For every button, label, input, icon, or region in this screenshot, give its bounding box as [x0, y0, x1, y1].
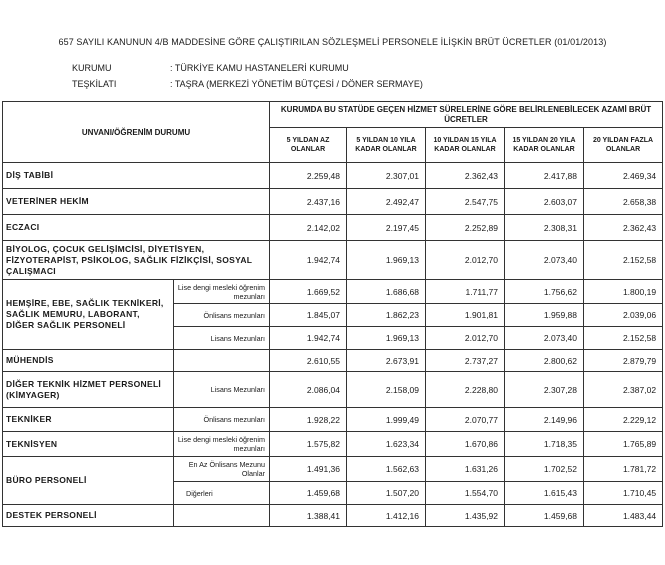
- value-cell: 1.483,44: [584, 505, 663, 527]
- institution-label: KURUMU: [72, 63, 112, 73]
- value-cell: 1.942,74: [270, 241, 347, 280]
- value-cell: 2.158,09: [347, 372, 426, 408]
- column-header: 5 YILDAN AZ OLANLAR: [270, 128, 347, 163]
- education-cell: Lisans Mezunları: [174, 327, 270, 350]
- page-title: 657 SAYILI KANUNUN 4/B MADDESİNE GÖRE ÇALIŞTIRILAN SÖZLEŞMELİ PERSONELE İLİŞKİN BRÜT ÜCRETLER (01/01/2013): [58, 37, 607, 47]
- value-cell: 2.012,70: [426, 327, 505, 350]
- table-row: [3, 432, 663, 457]
- value-cell: 2.086,04: [270, 372, 347, 408]
- value-cell: 1.507,20: [347, 482, 426, 505]
- title-cell: TEKNİKER: [3, 408, 174, 432]
- title-cell: HEMŞİRE, EBE, SAĞLIK TEKNİKERİ, SAĞLIK MEMURU, LABORANT, DİĞER SAĞLIK PERSONELİ: [3, 280, 174, 350]
- value-cell: 2.387,02: [584, 372, 663, 408]
- title-cell: BİYOLOG, ÇOCUK GELİŞİMCİSİ, DİYETİSYEN, FİZYOTERAPİST, PSİKOLOG, SAĞLIK FİZİKÇİSİ, SOSYAL ÇALIŞMACI: [3, 241, 270, 280]
- value-cell: 1.711,77: [426, 280, 505, 304]
- organization-line: [72, 79, 423, 89]
- value-cell: 1.669,52: [270, 280, 347, 304]
- value-cell: 2.228,80: [426, 372, 505, 408]
- value-cell: 1.710,45: [584, 482, 663, 505]
- value-cell: 1.999,49: [347, 408, 426, 432]
- education-cell: [174, 350, 270, 372]
- institution-value: : TÜRKİYE KAMU HASTANELERİ KURUMU: [170, 63, 349, 73]
- table-row: [3, 241, 663, 280]
- value-cell: 2.658,38: [584, 189, 663, 215]
- group-header: KURUMDA BU STATÜDE GEÇEN HİZMET SÜRELERİNE GÖRE BELİRLENEBİLECEK AZAMİ BRÜT ÜCRETLER: [270, 102, 663, 128]
- value-cell: 1.756,62: [505, 280, 584, 304]
- value-cell: 2.142,02: [270, 215, 347, 241]
- value-cell: 2.362,43: [584, 215, 663, 241]
- education-cell: Önlisans mezunları: [174, 408, 270, 432]
- value-cell: 1.459,68: [505, 505, 584, 527]
- value-cell: 1.670,86: [426, 432, 505, 457]
- education-cell: Diğerleri: [174, 482, 270, 505]
- value-cell: 1.491,36: [270, 457, 347, 482]
- table-row: [3, 408, 663, 432]
- organization-label: TEŞKİLATI: [72, 79, 117, 89]
- value-cell: 1.969,13: [347, 241, 426, 280]
- table-row: [3, 505, 663, 527]
- value-cell: 1.781,72: [584, 457, 663, 482]
- value-cell: 2.039,06: [584, 304, 663, 327]
- value-cell: 1.718,35: [505, 432, 584, 457]
- value-cell: 1.862,23: [347, 304, 426, 327]
- education-cell: Önlisans mezunları: [174, 304, 270, 327]
- title-cell: BÜRO PERSONELİ: [3, 457, 174, 505]
- value-cell: 2.152,58: [584, 327, 663, 350]
- value-cell: 1.942,74: [270, 327, 347, 350]
- title-cell: TEKNİSYEN: [3, 432, 174, 457]
- value-cell: 2.437,16: [270, 189, 347, 215]
- value-cell: 2.492,47: [347, 189, 426, 215]
- value-cell: 1.615,43: [505, 482, 584, 505]
- column-header: 5 YILDAN 10 YILA KADAR OLANLAR: [347, 128, 426, 163]
- value-cell: 1.631,26: [426, 457, 505, 482]
- title-cell: MÜHENDİS: [3, 350, 174, 372]
- value-cell: 2.229,12: [584, 408, 663, 432]
- value-cell: 1.575,82: [270, 432, 347, 457]
- value-cell: 2.197,45: [347, 215, 426, 241]
- value-cell: 1.459,68: [270, 482, 347, 505]
- education-cell: Lise dengi mesleki öğrenim mezunları: [174, 280, 270, 304]
- value-cell: 1.388,41: [270, 505, 347, 527]
- value-cell: 2.308,31: [505, 215, 584, 241]
- value-cell: 1.969,13: [347, 327, 426, 350]
- value-cell: 1.959,88: [505, 304, 584, 327]
- table-row: [3, 457, 663, 482]
- column-header: 10 YILDAN 15 YILA KADAR OLANLAR: [426, 128, 505, 163]
- value-cell: 1.412,16: [347, 505, 426, 527]
- title-cell: VETERİNER HEKİM: [3, 189, 270, 215]
- table-row: [3, 163, 663, 189]
- header-row-1: [3, 102, 663, 128]
- title-column-header: UNVANI/ÖĞRENİM DURUMU: [3, 102, 270, 163]
- value-cell: 2.417,88: [505, 163, 584, 189]
- column-header: 20 YILDAN FAZLA OLANLAR: [584, 128, 663, 163]
- value-cell: 2.800,62: [505, 350, 584, 372]
- value-cell: 2.073,40: [505, 241, 584, 280]
- value-cell: 1.845,07: [270, 304, 347, 327]
- value-cell: 1.800,19: [584, 280, 663, 304]
- organization-value: : TAŞRA (MERKEZİ YÖNETİM BÜTÇESİ / DÖNER SERMAYE): [170, 79, 423, 89]
- value-cell: 1.928,22: [270, 408, 347, 432]
- value-cell: 2.152,58: [584, 241, 663, 280]
- value-cell: 2.547,75: [426, 189, 505, 215]
- value-cell: 1.435,92: [426, 505, 505, 527]
- value-cell: 2.070,77: [426, 408, 505, 432]
- value-cell: 2.603,07: [505, 189, 584, 215]
- table-row: [3, 372, 663, 408]
- education-cell: Lisans Mezunları: [174, 372, 270, 408]
- value-cell: 1.686,68: [347, 280, 426, 304]
- value-cell: 2.362,43: [426, 163, 505, 189]
- title-cell: DESTEK PERSONELİ: [3, 505, 174, 527]
- title-cell: DİŞ TABİBİ: [3, 163, 270, 189]
- value-cell: 2.610,55: [270, 350, 347, 372]
- value-cell: 2.012,70: [426, 241, 505, 280]
- salary-table: [2, 101, 663, 527]
- value-cell: 2.737,27: [426, 350, 505, 372]
- value-cell: 1.554,70: [426, 482, 505, 505]
- value-cell: 1.562,63: [347, 457, 426, 482]
- value-cell: 2.259,48: [270, 163, 347, 189]
- table-row: [3, 215, 663, 241]
- value-cell: 2.307,28: [505, 372, 584, 408]
- column-header: 15 YILDAN 20 YILA KADAR OLANLAR: [505, 128, 584, 163]
- value-cell: 2.879,79: [584, 350, 663, 372]
- title-cell: DİĞER TEKNİK HİZMET PERSONELİ (KİMYAGER): [3, 372, 174, 408]
- title-cell: ECZACI: [3, 215, 270, 241]
- institution-line: [72, 63, 349, 73]
- value-cell: 1.623,34: [347, 432, 426, 457]
- table-row: [3, 350, 663, 372]
- value-cell: 2.469,34: [584, 163, 663, 189]
- value-cell: 2.252,89: [426, 215, 505, 241]
- table-row: [3, 189, 663, 215]
- value-cell: 2.307,01: [347, 163, 426, 189]
- value-cell: 2.673,91: [347, 350, 426, 372]
- education-cell: Lise dengi mesleki öğrenim mezunları: [174, 432, 270, 457]
- value-cell: 1.901,81: [426, 304, 505, 327]
- value-cell: 1.702,52: [505, 457, 584, 482]
- table-row: [3, 280, 663, 304]
- education-cell: En Az Önlisans Mezunu Olanlar: [174, 457, 270, 482]
- value-cell: 2.149,96: [505, 408, 584, 432]
- education-cell: [174, 505, 270, 527]
- value-cell: 2.073,40: [505, 327, 584, 350]
- value-cell: 1.765,89: [584, 432, 663, 457]
